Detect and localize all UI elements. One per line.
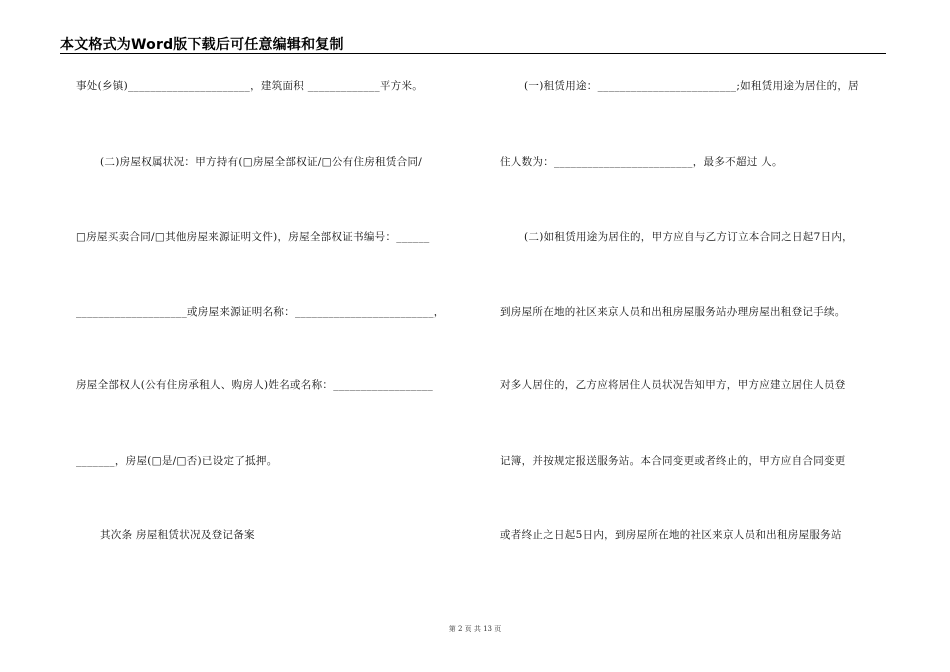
text-line: 房屋全部权人(公有住房承租人、购房人)姓名或名称：__________________: [76, 379, 434, 391]
text-line: 事处(乡镇)______________________，建筑面积 _____________平方米。: [76, 80, 424, 92]
text-line: 记簿，并按规定报送服务站。本合同变更或者终止的，甲方应自合同变更: [500, 455, 846, 467]
section-heading: 其次条 房屋租赁状况及登记备案: [100, 529, 255, 541]
text-line: (二)如租赁用途为居住的，甲方应自与乙方订立本合同之日起7日内，: [524, 231, 853, 243]
text-line: _______，房屋(□是/□否)已设定了抵押。: [76, 455, 278, 467]
document-header-title: 本文格式为Word版下载后可任意编辑和复制: [60, 37, 344, 53]
text-line: 住人数为：_________________________，最多不超过 人。: [500, 156, 783, 168]
text-line: 到房屋所在地的社区来京人员和出租房屋服务站办理房屋出租登记手续。: [500, 306, 846, 318]
text-line: (二)房屋权属状况：甲方持有(□房屋全部权证/□公有住房租赁合同/: [100, 156, 423, 168]
text-line: 对多人居住的，乙方应将居住人员状况告知甲方，甲方应建立居住人员登: [500, 379, 846, 391]
page-number-footer: 第 2 页 共 13 页: [448, 625, 502, 633]
text-line: □房屋买卖合同/□其他房屋来源证明文件)，房屋全部权证书编号：______: [76, 231, 430, 243]
text-line: ____________________或房屋来源证明名称：_________________________，: [76, 306, 445, 318]
text-line: 或者终止之日起5日内，到房屋所在地的社区来京人员和出租房屋服务站: [500, 529, 842, 541]
text-line: (一)租赁用途：_________________________;如租赁用途为居住的，居: [524, 80, 859, 92]
header-divider: [60, 53, 886, 54]
